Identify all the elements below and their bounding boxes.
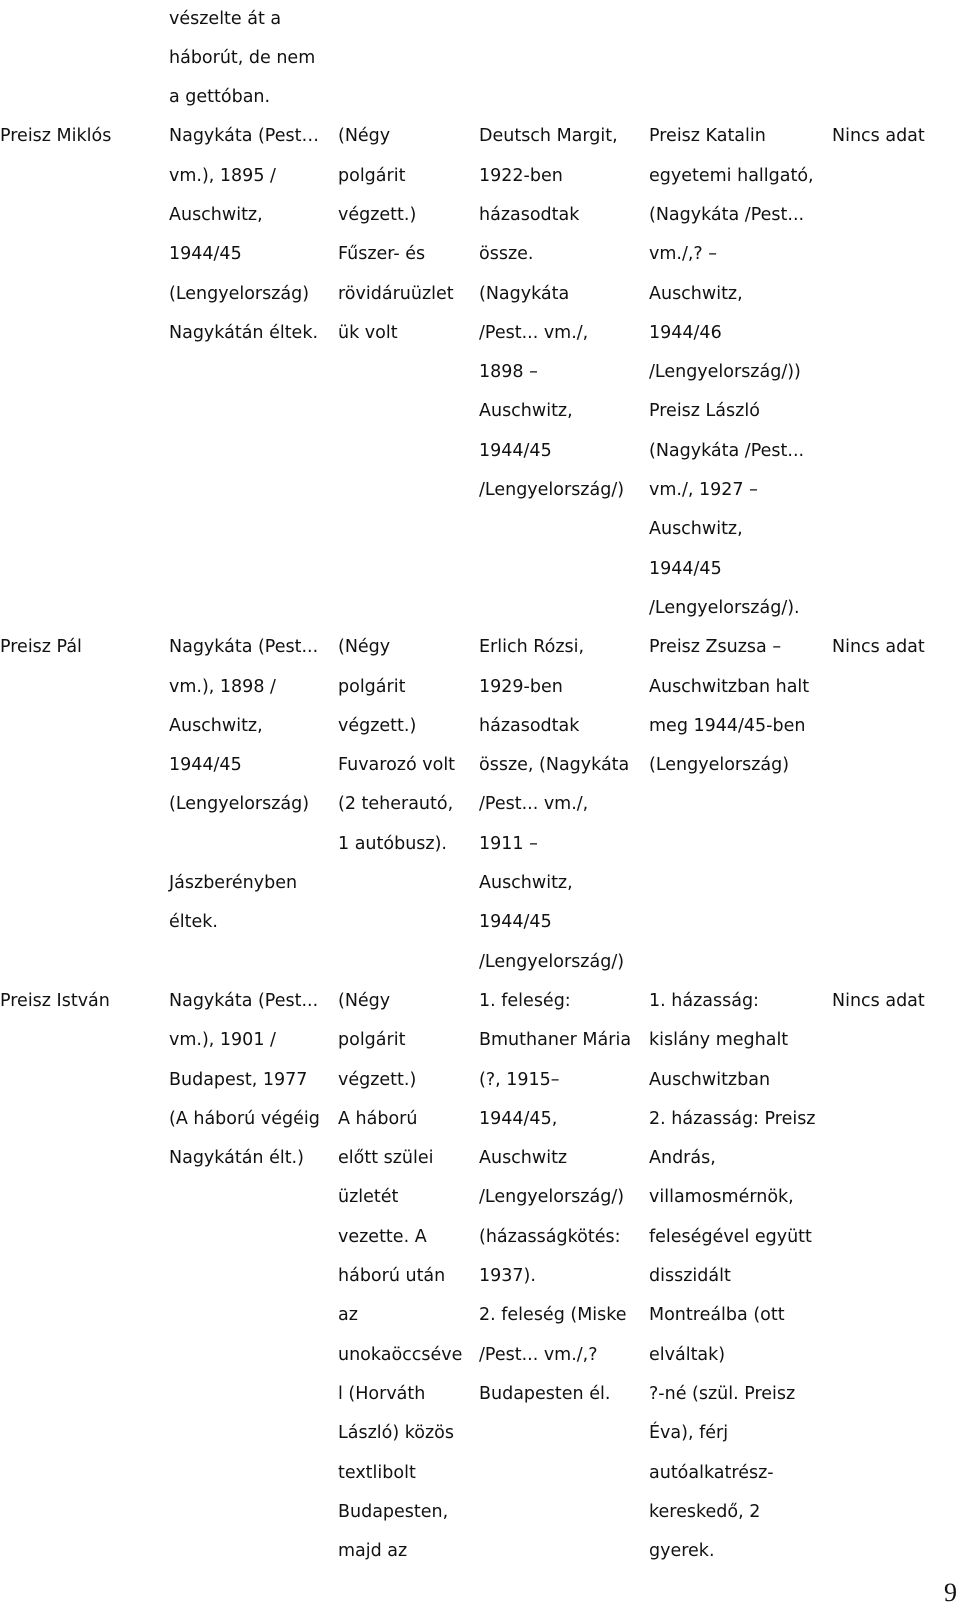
cell-line: vm./,? – [649, 244, 718, 265]
cell-spouse [479, 982, 631, 1414]
cell-line: Auschwitz, [649, 283, 743, 304]
table-row [0, 982, 960, 1572]
cell-line: vészelte át a [169, 8, 282, 29]
cell-line: végzett.) [338, 1069, 417, 1090]
cell-line: előtt szülei [338, 1148, 434, 1169]
cell-line: 1937). [479, 1266, 536, 1287]
cell-line: éltek. [169, 912, 218, 933]
cell-line: Nagykáta (Pest… [169, 126, 319, 147]
cell-children [649, 117, 814, 628]
cell-line: (Négy [338, 637, 391, 658]
cell-notes [832, 628, 925, 667]
cell-line: össze. [479, 244, 534, 265]
cell-name [0, 628, 82, 667]
cell-line: Deutsch Margit, [479, 126, 618, 147]
cell-line: Nagykátán éltek. [169, 322, 319, 343]
cell-line: (?, 1915– [479, 1069, 560, 1090]
cell-line: unokaöccséve [338, 1344, 463, 1365]
cell-education-occupation [338, 982, 462, 1571]
cell-education-occupation [338, 628, 455, 864]
cell-line: Preisz Pál [0, 637, 82, 658]
cell-line: Auschwitz, [169, 715, 263, 736]
cell-name [0, 117, 111, 156]
cell-line: 1944/45 [649, 558, 722, 579]
cell-line: Fuvarozó volt [338, 755, 456, 776]
cell-line: kislány meghalt [649, 1030, 789, 1051]
cell-line: Auschwitz, [479, 401, 573, 422]
cell-line: az [338, 1305, 358, 1326]
cell-line: 2. házasság: Preisz [649, 1108, 816, 1129]
cell-line: /Pest... vm./,? [479, 1344, 598, 1365]
cell-line: Nincs adat [832, 637, 925, 658]
cell-line: ük volt [338, 322, 398, 343]
cell-line: (Négy [338, 126, 391, 147]
cell-line: /Lengyelország/). [649, 597, 800, 618]
cell-line: Auschwitz, [649, 519, 743, 540]
cell-notes [832, 117, 925, 156]
cell-line: végzett.) [338, 204, 417, 225]
cell-line: Preisz Katalin [649, 126, 766, 147]
cell-line: 1911 – [479, 833, 538, 854]
cell-line: /Lengyelország/)) [649, 362, 801, 383]
cell-line: gyerek. [649, 1541, 715, 1562]
cell-line: Budapesten él. [479, 1383, 611, 1404]
cell-line: 1944/46 [649, 322, 722, 343]
cell-line: autóalkatrész- [649, 1462, 774, 1483]
cell-line: 1898 – [479, 362, 538, 383]
cell-name [0, 982, 110, 1021]
cell-line: háború után [338, 1266, 446, 1287]
cell-line: házasodtak [479, 204, 580, 225]
cell-line: üzletét [338, 1187, 399, 1208]
cell-line: /Pest... vm./, [479, 794, 589, 815]
cell-line: /Lengyelország/) [479, 480, 625, 501]
cell-line: 1944/45 [479, 912, 552, 933]
cell-line: meg 1944/45-ben [649, 715, 806, 736]
cell-line: Nincs adat [832, 991, 925, 1011]
cell-line: (A háború végéig [169, 1108, 320, 1129]
cell-line: ?-né (szül. Preisz [649, 1383, 796, 1404]
cell-spouse [479, 628, 629, 982]
cell-line: a gettóban. [169, 87, 271, 108]
cell-line: Nincs adat [832, 126, 925, 147]
cell-line: polgárit [338, 676, 406, 697]
cell-line: (Nagykáta /Pest... [649, 440, 805, 461]
cell-birth-death [169, 628, 318, 942]
cell-line: András, [649, 1148, 716, 1169]
cell-spouse [479, 117, 624, 510]
cell-line: 2. feleség (Miske [479, 1305, 627, 1326]
cell-line: 1929-ben [479, 676, 563, 697]
cell-line: Éva), férj [649, 1423, 729, 1444]
cell-line: 1. feleség: [479, 991, 571, 1011]
cell-line: Budapest, 1977 [169, 1069, 308, 1090]
cell-line: Nagykáta (Pest... [169, 991, 319, 1011]
cell-line: Auschwitz, [169, 204, 263, 225]
page-number: 9 [944, 1578, 957, 1607]
cell-line: végzett.) [338, 715, 417, 736]
cell-line: össze, (Nagykáta [479, 755, 630, 776]
cell-line: 1944/45 [169, 244, 242, 265]
cell-line: 1922-ben [479, 165, 563, 186]
cell-line: Auschwitz, [479, 873, 573, 894]
cell-line: elváltak) [649, 1344, 726, 1365]
cell-line: Preisz Zsuzsa – [649, 637, 782, 658]
cell-birth-death [169, 982, 320, 1178]
cell-line: polgárit [338, 1030, 406, 1051]
cell-line: disszidált [649, 1266, 731, 1287]
cell-line: (házasságkötés: [479, 1226, 621, 1247]
cell-line: 1944/45, [479, 1108, 558, 1129]
cell-line: egyetemi hallgató, [649, 165, 814, 186]
cell-line: (Lengyelország) [169, 794, 310, 815]
cell-birth-death [169, 0, 315, 117]
table-row [0, 0, 960, 117]
cell-line: /Pest... vm./, [479, 322, 589, 343]
cell-line: Auschwitzban [649, 1069, 771, 1090]
cell-line: Nagykátán élt.) [169, 1148, 304, 1169]
cell-line: Fűszer- és [338, 244, 426, 265]
table-row [0, 628, 960, 982]
cell-line: Preisz László [649, 401, 760, 422]
cell-line: Preisz Miklós [0, 126, 112, 147]
cell-line: majd az [338, 1541, 408, 1562]
cell-education-occupation [338, 117, 454, 353]
table-row [0, 117, 960, 628]
cell-line: Auschwitzban halt [649, 676, 810, 697]
cell-line: /Lengyelország/) [479, 1187, 625, 1208]
cell-line: vm.), 1898 / [169, 676, 276, 697]
cell-line: Jászberényben [169, 873, 298, 894]
cell-line: kereskedő, 2 [649, 1501, 761, 1522]
cell-line: 1. házasság: [649, 991, 759, 1011]
cell-line: 1944/45 [479, 440, 552, 461]
cell-line: László) közös [338, 1423, 454, 1444]
cell-line: polgárit [338, 165, 406, 186]
cell-line: háborút, de nem [169, 47, 316, 68]
cell-line: 1944/45 [169, 755, 242, 776]
cell-line: házasodtak [479, 715, 580, 736]
cell-line: Preisz István [0, 991, 110, 1011]
cell-line: (Négy [338, 991, 391, 1011]
cell-line: 1 autóbusz). [338, 833, 447, 854]
cell-line: vezette. A [338, 1226, 427, 1247]
cell-line: Auschwitz [479, 1148, 568, 1169]
cell-line: vm./, 1927 – [649, 480, 758, 501]
cell-line: vm.), 1895 / [169, 165, 276, 186]
cell-notes [832, 982, 925, 1021]
cell-line: Montreálba (ott [649, 1305, 785, 1326]
cell-children [649, 982, 816, 1571]
cell-line: l (Horváth [338, 1383, 426, 1404]
cell-birth-death [169, 117, 319, 353]
cell-line: /Lengyelország/) [479, 951, 625, 972]
cell-children [649, 628, 809, 785]
cell-line: Nagykáta (Pest... [169, 637, 319, 658]
cell-line: (Lengyelország) [649, 755, 790, 776]
cell-line: (Lengyelország) [169, 283, 310, 304]
cell-line: textlibolt [338, 1462, 416, 1483]
cell-line: vm.), 1901 / [169, 1030, 276, 1051]
cell-line: A háború [338, 1108, 418, 1129]
cell-line: (Nagykáta /Pest... [649, 204, 805, 225]
cell-line: (Nagykáta [479, 283, 570, 304]
cell-line [169, 825, 318, 864]
cell-line: Budapesten, [338, 1501, 449, 1522]
cell-line: villamosmérnök, [649, 1187, 794, 1208]
cell-line: Bmuthaner Mária [479, 1030, 632, 1051]
cell-line: feleségével együtt [649, 1226, 812, 1247]
cell-line: rövidáruüzlet [338, 283, 454, 304]
cell-line: Erlich Rózsi, [479, 637, 585, 658]
cell-line: (2 teherautó, [338, 794, 454, 815]
